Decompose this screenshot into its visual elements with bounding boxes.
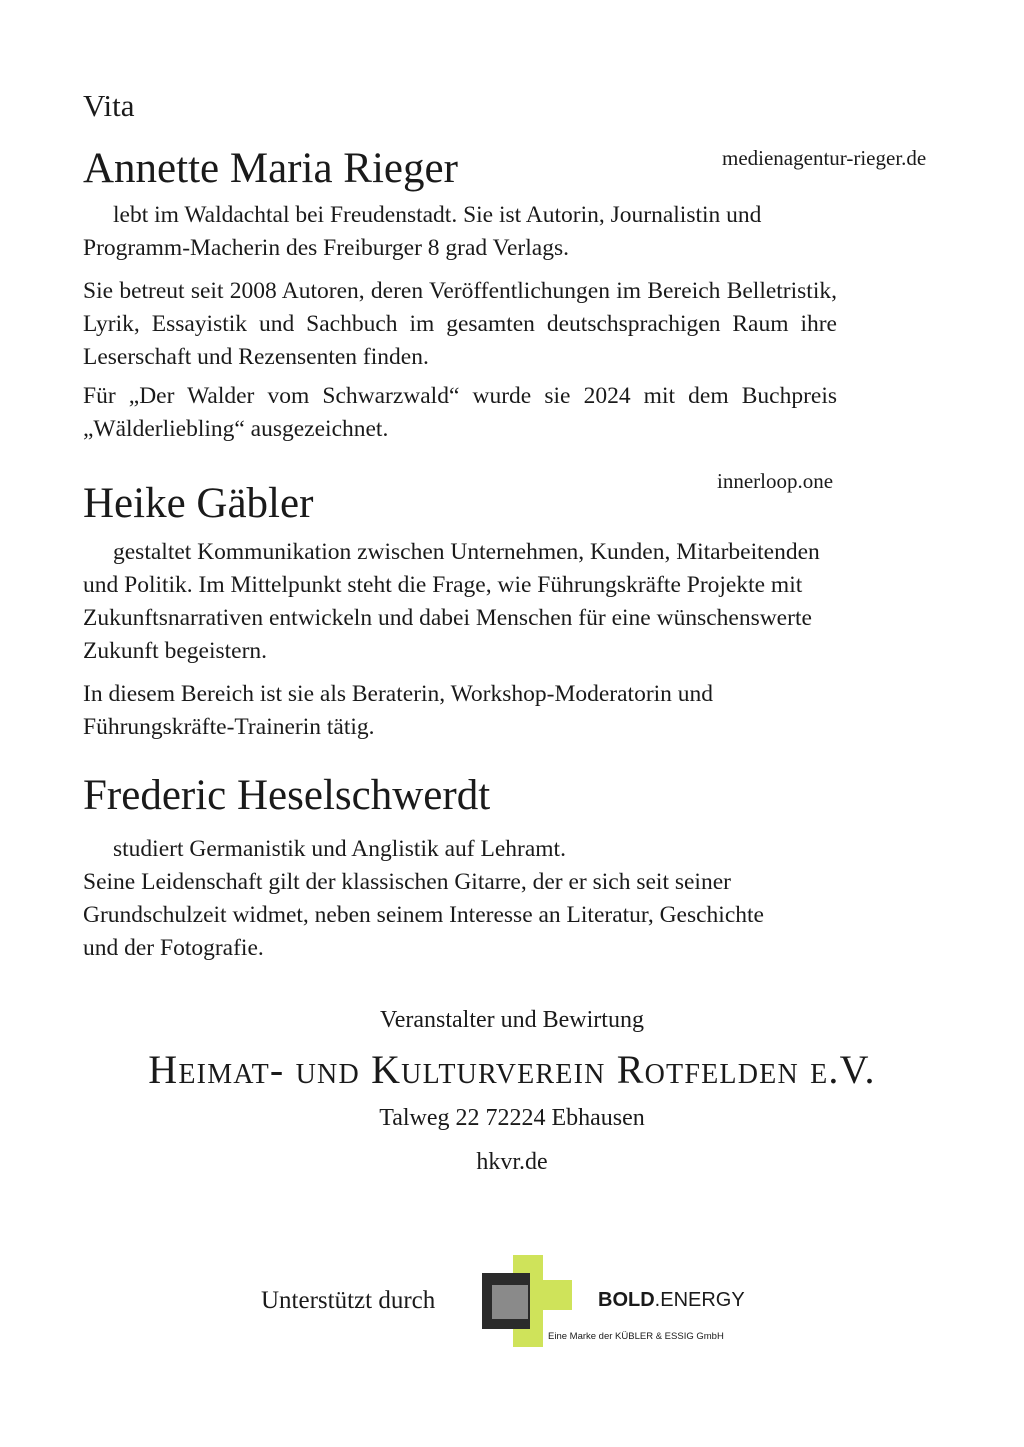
bio-paragraph: lebt im Waldachtal bei Freudenstadt. Sie ist Autorin, Journalistin und Programm-Macherin des Freiburger 8 grad Verlags. [83,202,762,261]
logo-b-letter-inner [492,1285,528,1319]
bio-paragraph: studiert Germanistik und Anglistik auf Lehramt. [113,836,566,862]
bio-paragraph: In diesem Bereich ist sie als Beraterin, Workshop-Moderatorin und Führungskräfte-Trainerin tätig. [83,681,714,740]
person-name: Frederic Heselschwerdt [83,772,491,819]
organizer-label: Veranstalter und Bewirtung [380,1007,644,1033]
person-name: Heike Gäbler [83,480,314,527]
bold-energy-logo [480,1255,750,1350]
logo-tagline: Eine Marke der KÜBLER & ESSIG GmbH [548,1331,724,1342]
bio-paragraph: Sie betreut seit 2008 Autoren, deren Veröffentlichungen im Bereich Belletristik, Lyrik, Essayistik und Sachbuch im gesamten deutschsprachigen Raum ihre Leserschaft und Rezensenten finden. [83,278,837,370]
person-name: Annette Maria Rieger [83,145,458,192]
bio-paragraph: Für „Der Walder vom Schwarzwald“ wurde sie 2024 mit dem Buchpreis „Wälderliebling“ ausgezeichnet. [83,383,837,442]
bio-paragraph: gestaltet Kommunikation zwischen Unternehmen, Kunden, Mitarbeitenden und Politik. Im Mittelpunkt steht die Frage, wie Führungskräfte Projekte mit Zukunftsnarrativen entwickeln und dabei Menschen für eine wünschenswerte Zukunft begeistern. [83,539,820,664]
person-website-link[interactable]: medienagentur-rieger.de [722,146,927,170]
bio-paragraph: Seine Leidenschaft gilt der klassischen Gitarre, der er sich seit seiner Grundschulzeit widmet, neben seinem Interesse an Literatur, Geschichte und der Fotografie. [83,869,764,961]
page-heading: Vita [83,88,135,123]
organizer-address: Talweg 22 72224 Ebhausen [379,1105,645,1131]
organizer-name: Heimat- und Kulturverein Rotfelden e.V. [148,1047,876,1092]
logo-plus-shape [530,1280,572,1310]
person-website-link[interactable]: innerloop.one [717,469,834,493]
organizer-website-link[interactable]: hkvr.de [476,1149,548,1175]
logo-brand-text: BOLD.ENERGY [598,1289,745,1311]
sponsor-label: Unterstützt durch [261,1287,436,1314]
